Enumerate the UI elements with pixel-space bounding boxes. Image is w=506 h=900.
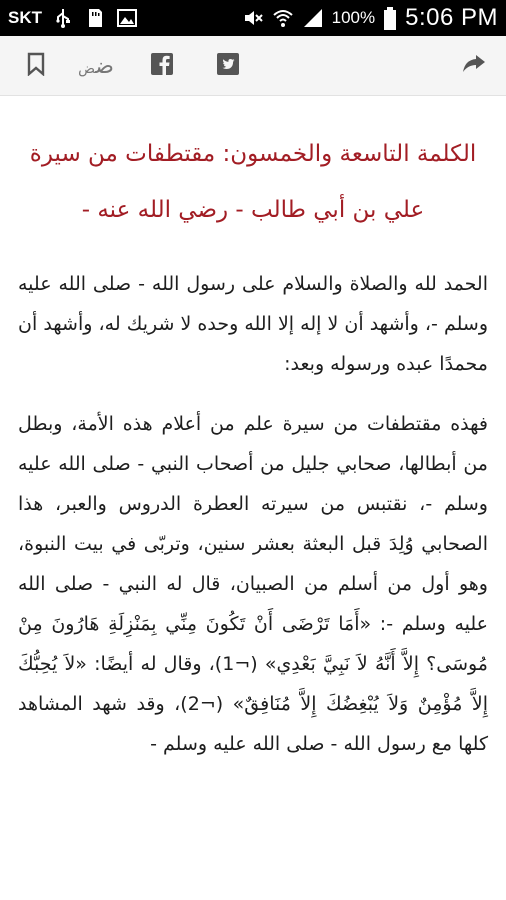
battery-icon [383, 7, 397, 29]
article-body [18, 96, 488, 764]
font-size-icon [78, 54, 114, 79]
carrier-label: SKT [8, 8, 42, 27]
article-title: الكلمة التاسعة والخمسون: مقتطفات من سيرة علي بن أبي طالب - رضي الله عنه - [29, 141, 477, 223]
facebook-icon [150, 52, 174, 80]
battery-percent: 100% [331, 8, 376, 27]
status-bar-left [8, 7, 138, 29]
facebook-share-button[interactable] [146, 50, 178, 82]
article-paragraph-1: الحمد لله والصلاة والسلام على رسول الله - صلى الله عليه وسلم -، وأشهد أن لا إله إلا الله وحده لا شريك له، وأشهد أن محمدًا عبده ورسوله وبعد: [18, 273, 488, 375]
wifi-icon [272, 7, 294, 29]
image-icon [116, 7, 138, 29]
sd-card-icon [84, 7, 106, 29]
bookmark-icon [25, 52, 47, 80]
share-icon [461, 53, 487, 79]
font-size-small-label: ض [78, 60, 96, 77]
mute-icon [242, 7, 264, 29]
article-toolbar [0, 36, 506, 96]
usb-icon [52, 7, 74, 29]
twitter-share-button[interactable] [212, 50, 244, 82]
font-size-large-label: ض [95, 53, 114, 79]
clock: 5:06 PM [405, 4, 498, 31]
article-paragraph-2: فهذه مقتطفات من سيرة علم من أعلام هذه الأمة، وبطل من أبطالها، صحابي جليل من أصحاب النبي - صلى الله عليه وسلم -، نقتبس من سيرته العطرة الدروس والعبر، هذا الصحابي وُلِدَ قبل البعثة بعشر سنين، وتربّى في بيت النبوة، وهو أول من أسلم من الصبيان، قال له النبي - صلى الله عليه وسلم -: «أَمَا تَرْضَى أَنْ تَكُونَ مِنِّي بِمَنْزِلَةِ هَارُونَ مِنْ مُوسَى؟ إِلاَّ أَنَّهُ لاَ نَبِيَّ بَعْدِي» (¬1)، وقال له أيضًا: «لاَ يُحِبُّكَ إِلاَّ مُؤْمِنٌ وَلاَ يُبْغِضُكَ إِلاَّ مُنَافِقٌ» (¬2)، وقد شهد المشاهد كلها مع رسول الله - صلى الله عليه وسلم - [18, 413, 488, 755]
share-button[interactable] [458, 50, 490, 82]
status-bar-right [242, 4, 498, 32]
status-bar [0, 0, 506, 36]
font-size-button[interactable] [74, 50, 118, 82]
twitter-icon [216, 52, 240, 80]
bookmark-button[interactable] [20, 50, 52, 82]
signal-icon [302, 7, 324, 29]
